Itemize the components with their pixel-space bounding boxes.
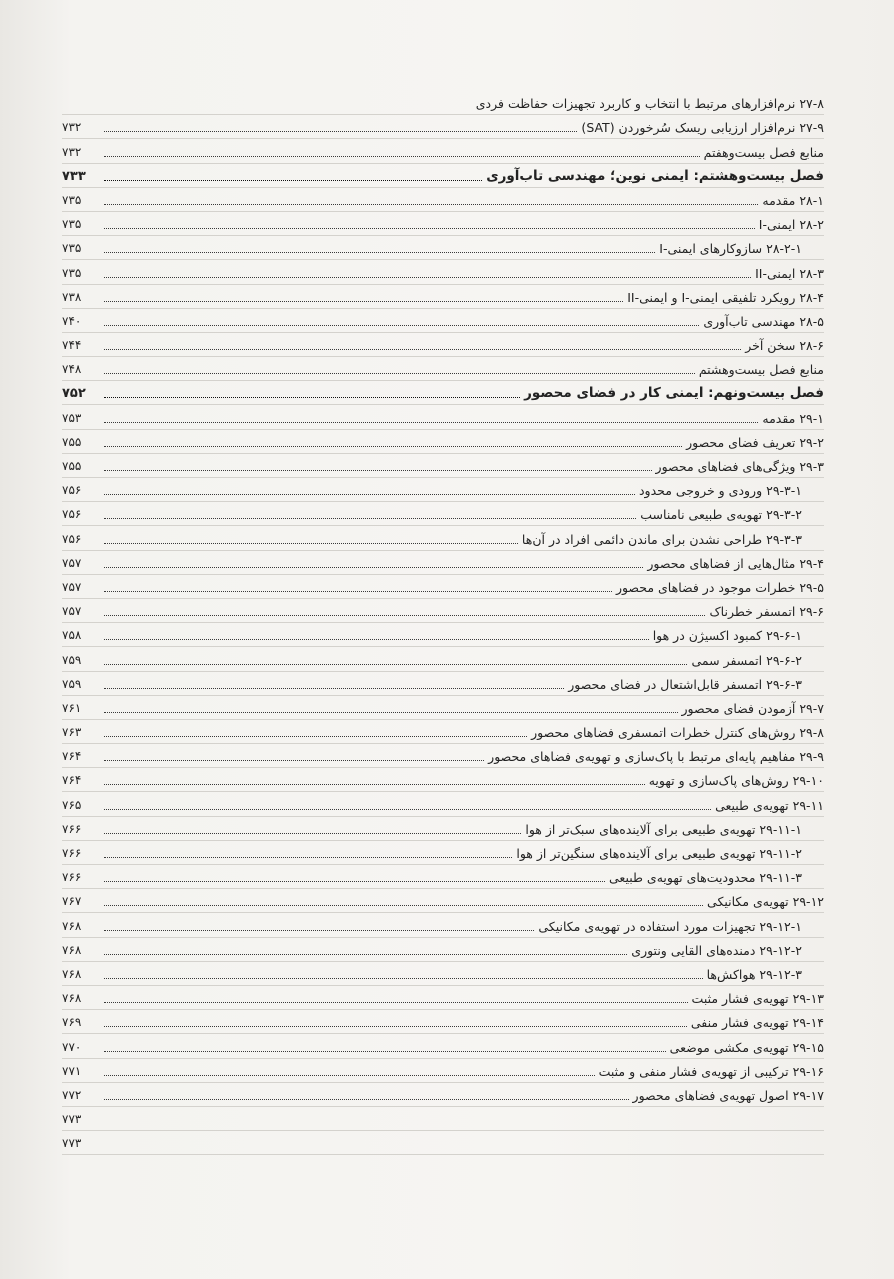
toc-entry-row <box>62 115 824 139</box>
toc-entry-title: ۲۸-۶ سخن آخر <box>745 338 824 354</box>
toc-page-number: ۷۶۹ <box>62 1015 82 1030</box>
toc-page-number: ۷۶۶ <box>62 870 82 885</box>
chapter-title: فصل بیست‌وهشتم: ایمنی نوین؛ مهندسی تاب‌آوری <box>486 167 824 184</box>
toc-entry-row <box>62 139 824 163</box>
toc-entry-title: ۲۹-۱۷ اصول تهویه‌ی فضاهای محصور <box>632 1087 824 1103</box>
toc-entry-row <box>62 285 824 309</box>
toc-entry-title: ۲۹-۱۶ ترکیبی از تهویه‌ی فشار منفی و مثبت <box>598 1063 824 1079</box>
toc-entry-title: ۲۸-۱ مقدمه <box>762 192 824 208</box>
toc-entry-title: ۲۹-۴ مثال‌هایی از فضاهای محصور <box>647 555 824 571</box>
toc-page-number: ۷۷۰ <box>62 1039 82 1054</box>
toc-page-number: ۷۵۲ <box>62 386 86 402</box>
toc-page-number: ۷۷۳ <box>62 1112 82 1127</box>
toc-entry-title: ۲۹-۳ ویژگی‌های فضاهای محصور <box>655 459 824 474</box>
toc-entry-title: ۲۹-۱۱-۳ محدودیت‌های تهویه‌ی طبیعی <box>609 870 802 886</box>
chapter-title: فصل بیست‌ونهم: ایمنی کار در فضای محصور <box>524 385 824 402</box>
toc-entry-title: ۲۹-۲ تعریف فضای محصور <box>686 434 824 450</box>
toc-entry-row <box>62 889 824 913</box>
toc-entry-row <box>62 792 824 816</box>
toc-entry-row <box>62 1034 824 1058</box>
dot-leader <box>104 204 758 205</box>
dot-leader <box>104 1075 595 1076</box>
toc-entry-row <box>62 913 824 937</box>
toc-entry-title: ۲۹-۱۱-۱ تهویه‌ی طبیعی برای آلاینده‌های سبک‌تر از هوا <box>525 821 802 837</box>
toc-entry-row <box>62 623 824 647</box>
toc-page-number: ۷۶۸ <box>62 991 82 1006</box>
toc-entry-row <box>62 672 824 696</box>
dot-leader <box>104 809 711 810</box>
toc-entry-title: ۲۸-۵ مهندسی تاب‌آوری <box>703 313 824 329</box>
toc-entry-row <box>62 454 824 478</box>
toc-entry-row <box>62 986 824 1010</box>
toc-entry-row <box>62 502 824 526</box>
dot-leader <box>104 325 699 326</box>
dot-leader <box>104 1026 687 1027</box>
dot-leader <box>104 494 635 495</box>
toc-entry-title: ۲۹-۱۲-۱ تجهیزات مورد استفاده در تهویه‌ی مکانیکی <box>538 918 802 934</box>
toc-page-number: ۷۳۲ <box>62 144 82 159</box>
toc-page-number: ۷۷۳ <box>62 1136 82 1151</box>
toc-page-number: ۷۶۱ <box>62 700 82 715</box>
toc-page-number: ۷۵۵ <box>62 459 82 473</box>
toc-entry-title: ۲۹-۸ روش‌های کنترل خطرات اتمسفری فضاهای محصور <box>531 725 824 741</box>
dot-leader <box>104 688 564 689</box>
dot-leader <box>104 1002 688 1003</box>
toc-entry-row <box>62 841 824 865</box>
toc-entry-title: ۲۹-۱۲-۲ دمنده‌های القایی ونتوری <box>631 942 802 958</box>
toc-entry-row <box>62 1010 824 1034</box>
toc-entry-row <box>62 962 824 986</box>
toc-entry-row <box>62 551 824 575</box>
toc-page-number: ۷۴۰ <box>62 313 82 328</box>
toc-entry-title: ۲۹-۱۰ روش‌های پاک‌سازی و تهویه <box>648 773 824 789</box>
dot-leader <box>104 591 612 592</box>
toc-entry-title: ۲۹-۳-۳ طراحی نشدن برای ماندن دائمی افراد در آن‌ها <box>521 531 802 547</box>
dot-leader <box>104 760 484 761</box>
toc-entry-row <box>62 599 824 623</box>
toc-page-number: ۷۳۵ <box>62 192 82 207</box>
toc-entry-row <box>62 430 824 454</box>
toc-page-number: ۷۶۴ <box>62 749 82 764</box>
dot-leader <box>104 228 755 229</box>
dot-leader <box>104 543 518 544</box>
toc-entry-row <box>62 865 824 889</box>
toc-page-number: ۷۳۸ <box>62 289 82 304</box>
toc-entry-title: ۲۹-۵ خطرات موجود در فضاهای محصور <box>615 579 824 595</box>
dot-leader <box>104 978 703 979</box>
toc-page-number: ۷۵۵ <box>62 434 82 449</box>
toc-entry-row <box>62 1131 824 1155</box>
dot-leader <box>104 156 700 157</box>
toc-entry-title: منابع فصل بیست‌وهشتم <box>698 362 824 378</box>
dot-leader <box>104 180 482 181</box>
toc-entry-title: ۲۹-۱۱ تهویه‌ی طبیعی <box>715 797 824 813</box>
dot-leader <box>104 470 652 471</box>
toc-page-number: ۷۶۳ <box>62 725 82 740</box>
dot-leader <box>104 349 741 350</box>
toc-entry-row <box>62 575 824 599</box>
toc-page-number: ۷۶۶ <box>62 846 82 860</box>
dot-leader <box>104 131 577 132</box>
toc-entry-title: ۲۸-۴ رویکرد تلفیقی ایمنی-I و ایمنی-II <box>627 289 824 305</box>
dot-leader <box>104 639 649 640</box>
toc-entry-title: ۲۸-۲ ایمنی-I <box>758 217 824 233</box>
toc-entry-row <box>62 938 824 962</box>
dot-leader <box>104 252 655 253</box>
toc-entry-row <box>62 212 824 236</box>
dot-leader <box>104 784 645 785</box>
toc-entry-title: ۲۹-۹ مفاهیم پایه‌ای مرتبط با پاک‌سازی و تهویه‌ی فضاهای محصور <box>488 749 824 765</box>
toc-entry-row <box>62 744 824 768</box>
toc-entry-title: ۲۹-۶-۱ کمبود اکسیژن در هوا <box>652 628 802 644</box>
toc-entry-row <box>62 309 824 333</box>
chapter-heading-row <box>62 164 824 188</box>
toc-entry-row <box>62 333 824 357</box>
toc-entry-title: ۲۷-۹ نرم‌افزار ارزیابی ریسک سُرخوردن (SAT) <box>581 120 824 136</box>
toc-page-number: ۷۵۹ <box>62 676 82 691</box>
dot-leader <box>104 712 678 713</box>
toc-page-number: ۷۶۶ <box>62 821 82 836</box>
dot-leader <box>104 422 758 423</box>
toc-page-number: ۷۳۳ <box>62 168 86 184</box>
toc-page-number: ۷۷۲ <box>62 1087 82 1102</box>
toc-entry-row <box>62 260 824 284</box>
dot-leader <box>104 301 623 302</box>
toc-entry-title: ۲۹-۱۲-۳ هواکش‌ها <box>706 966 802 982</box>
toc-page-number: ۷۶۷ <box>62 894 82 909</box>
toc-entry-row <box>62 696 824 720</box>
toc-page-number: ۷۷۱ <box>62 1063 82 1078</box>
toc-entry-title: ۲۹-۳-۲ تهویه‌ی طبیعی نامناسب <box>640 507 802 523</box>
toc-page-number: ۷۵۷ <box>62 604 82 619</box>
toc-page-number: ۷۵۶ <box>62 531 82 546</box>
dot-leader <box>104 833 521 834</box>
toc-page-number: ۷۴۸ <box>62 362 82 377</box>
toc-entry-title: ۲۸-۳ ایمنی-II <box>755 265 824 281</box>
dot-leader <box>104 954 627 955</box>
toc-entry-title: ۲۹-۶-۳ اتمسفر قابل‌اشتعال در فضای محصور <box>568 676 802 692</box>
toc-page-number: ۷۶۸ <box>62 942 82 957</box>
toc-page-number: ۷۵۷ <box>62 555 82 570</box>
toc-entry-title: ۲۹-۶-۲ اتمسفر سمی <box>691 652 802 668</box>
toc-page-number: ۷۳۵ <box>62 241 82 256</box>
dot-leader <box>104 1051 666 1052</box>
table-of-contents <box>62 91 824 1155</box>
chapter-heading-row <box>62 381 824 405</box>
dot-leader <box>104 881 605 882</box>
dot-leader <box>104 736 527 737</box>
toc-entry-title: ۲۹-۱۳ تهویه‌ی فشار مثبت <box>691 991 824 1007</box>
toc-entry-title: ۲۹-۱۲ تهویه‌ی مکانیکی <box>707 894 824 910</box>
toc-page-number: ۷۵۳ <box>62 410 82 425</box>
toc-page-number: ۷۶۸ <box>62 966 82 981</box>
toc-page-number: ۷۴۴ <box>62 338 82 353</box>
toc-entry-title: ۲۷-۸ نرم‌افزارهای مرتبط با انتخاب و کاربرد تجهیزات حفاظت فردی <box>475 96 824 112</box>
toc-page-number: ۷۵۶ <box>62 507 82 522</box>
toc-page-number: ۷۳۵ <box>62 265 82 280</box>
toc-entry-title: ۲۹-۱۵ تهویه‌ی مکشی موضعی <box>669 1039 824 1055</box>
toc-page-number: ۷۶۴ <box>62 773 82 788</box>
toc-entry-title: ۲۹-۱۴ تهویه‌ی فشار منفی <box>690 1015 824 1031</box>
toc-entry-title: ۲۸-۲-۱ سازوکارهای ایمنی-I <box>659 241 802 257</box>
dot-leader <box>104 373 695 374</box>
toc-entry-row <box>62 405 824 429</box>
dot-leader <box>104 567 643 568</box>
toc-entry-row <box>62 526 824 550</box>
dot-leader <box>104 905 703 906</box>
toc-page-number: ۷۵۸ <box>62 628 82 643</box>
toc-entry-row <box>62 1107 824 1131</box>
dot-leader <box>104 857 512 858</box>
toc-entry-title: ۲۹-۷ آزمودن فضای محصور <box>681 700 824 716</box>
dot-leader <box>104 277 751 278</box>
toc-entry-row <box>62 357 824 381</box>
dot-leader <box>104 615 705 616</box>
dot-leader <box>104 1099 629 1100</box>
toc-page-number: ۷۵۷ <box>62 579 82 594</box>
toc-page-number: ۷۵۹ <box>62 652 82 667</box>
toc-page-number: ۷۶۸ <box>62 918 82 933</box>
toc-entry-title: منابع فصل بیست‌وهفتم <box>703 144 824 160</box>
toc-entry-row <box>62 768 824 792</box>
toc-entry-row <box>62 1059 824 1083</box>
toc-entry-title: ۲۹-۱ مقدمه <box>762 410 824 426</box>
toc-entry-title: ۲۹-۳-۱ ورودی و خروجی محدود <box>638 483 802 499</box>
toc-page-number: ۷۵۶ <box>62 483 82 498</box>
toc-entry-row <box>62 647 824 671</box>
toc-page-number: ۷۳۵ <box>62 217 82 232</box>
dot-leader <box>104 930 534 931</box>
toc-entry-row <box>62 1083 824 1107</box>
toc-entry-row <box>62 91 824 115</box>
toc-entry-row <box>62 236 824 260</box>
toc-entry-row <box>62 188 824 212</box>
toc-entry-row <box>62 478 824 502</box>
toc-page-number: ۷۶۵ <box>62 797 82 812</box>
dot-leader <box>104 518 636 519</box>
dot-leader <box>104 664 687 665</box>
toc-entry-title: ۲۹-۶ اتمسفر خطرناک <box>709 604 824 620</box>
toc-entry-title: ۲۹-۱۱-۲ تهویه‌ی طبیعی برای آلاینده‌های سنگین‌تر از هوا <box>516 846 802 861</box>
toc-entry-row <box>62 720 824 744</box>
toc-entry-row <box>62 817 824 841</box>
dot-leader <box>104 446 682 447</box>
toc-page-number: ۷۳۲ <box>62 120 82 135</box>
dot-leader <box>104 397 520 398</box>
